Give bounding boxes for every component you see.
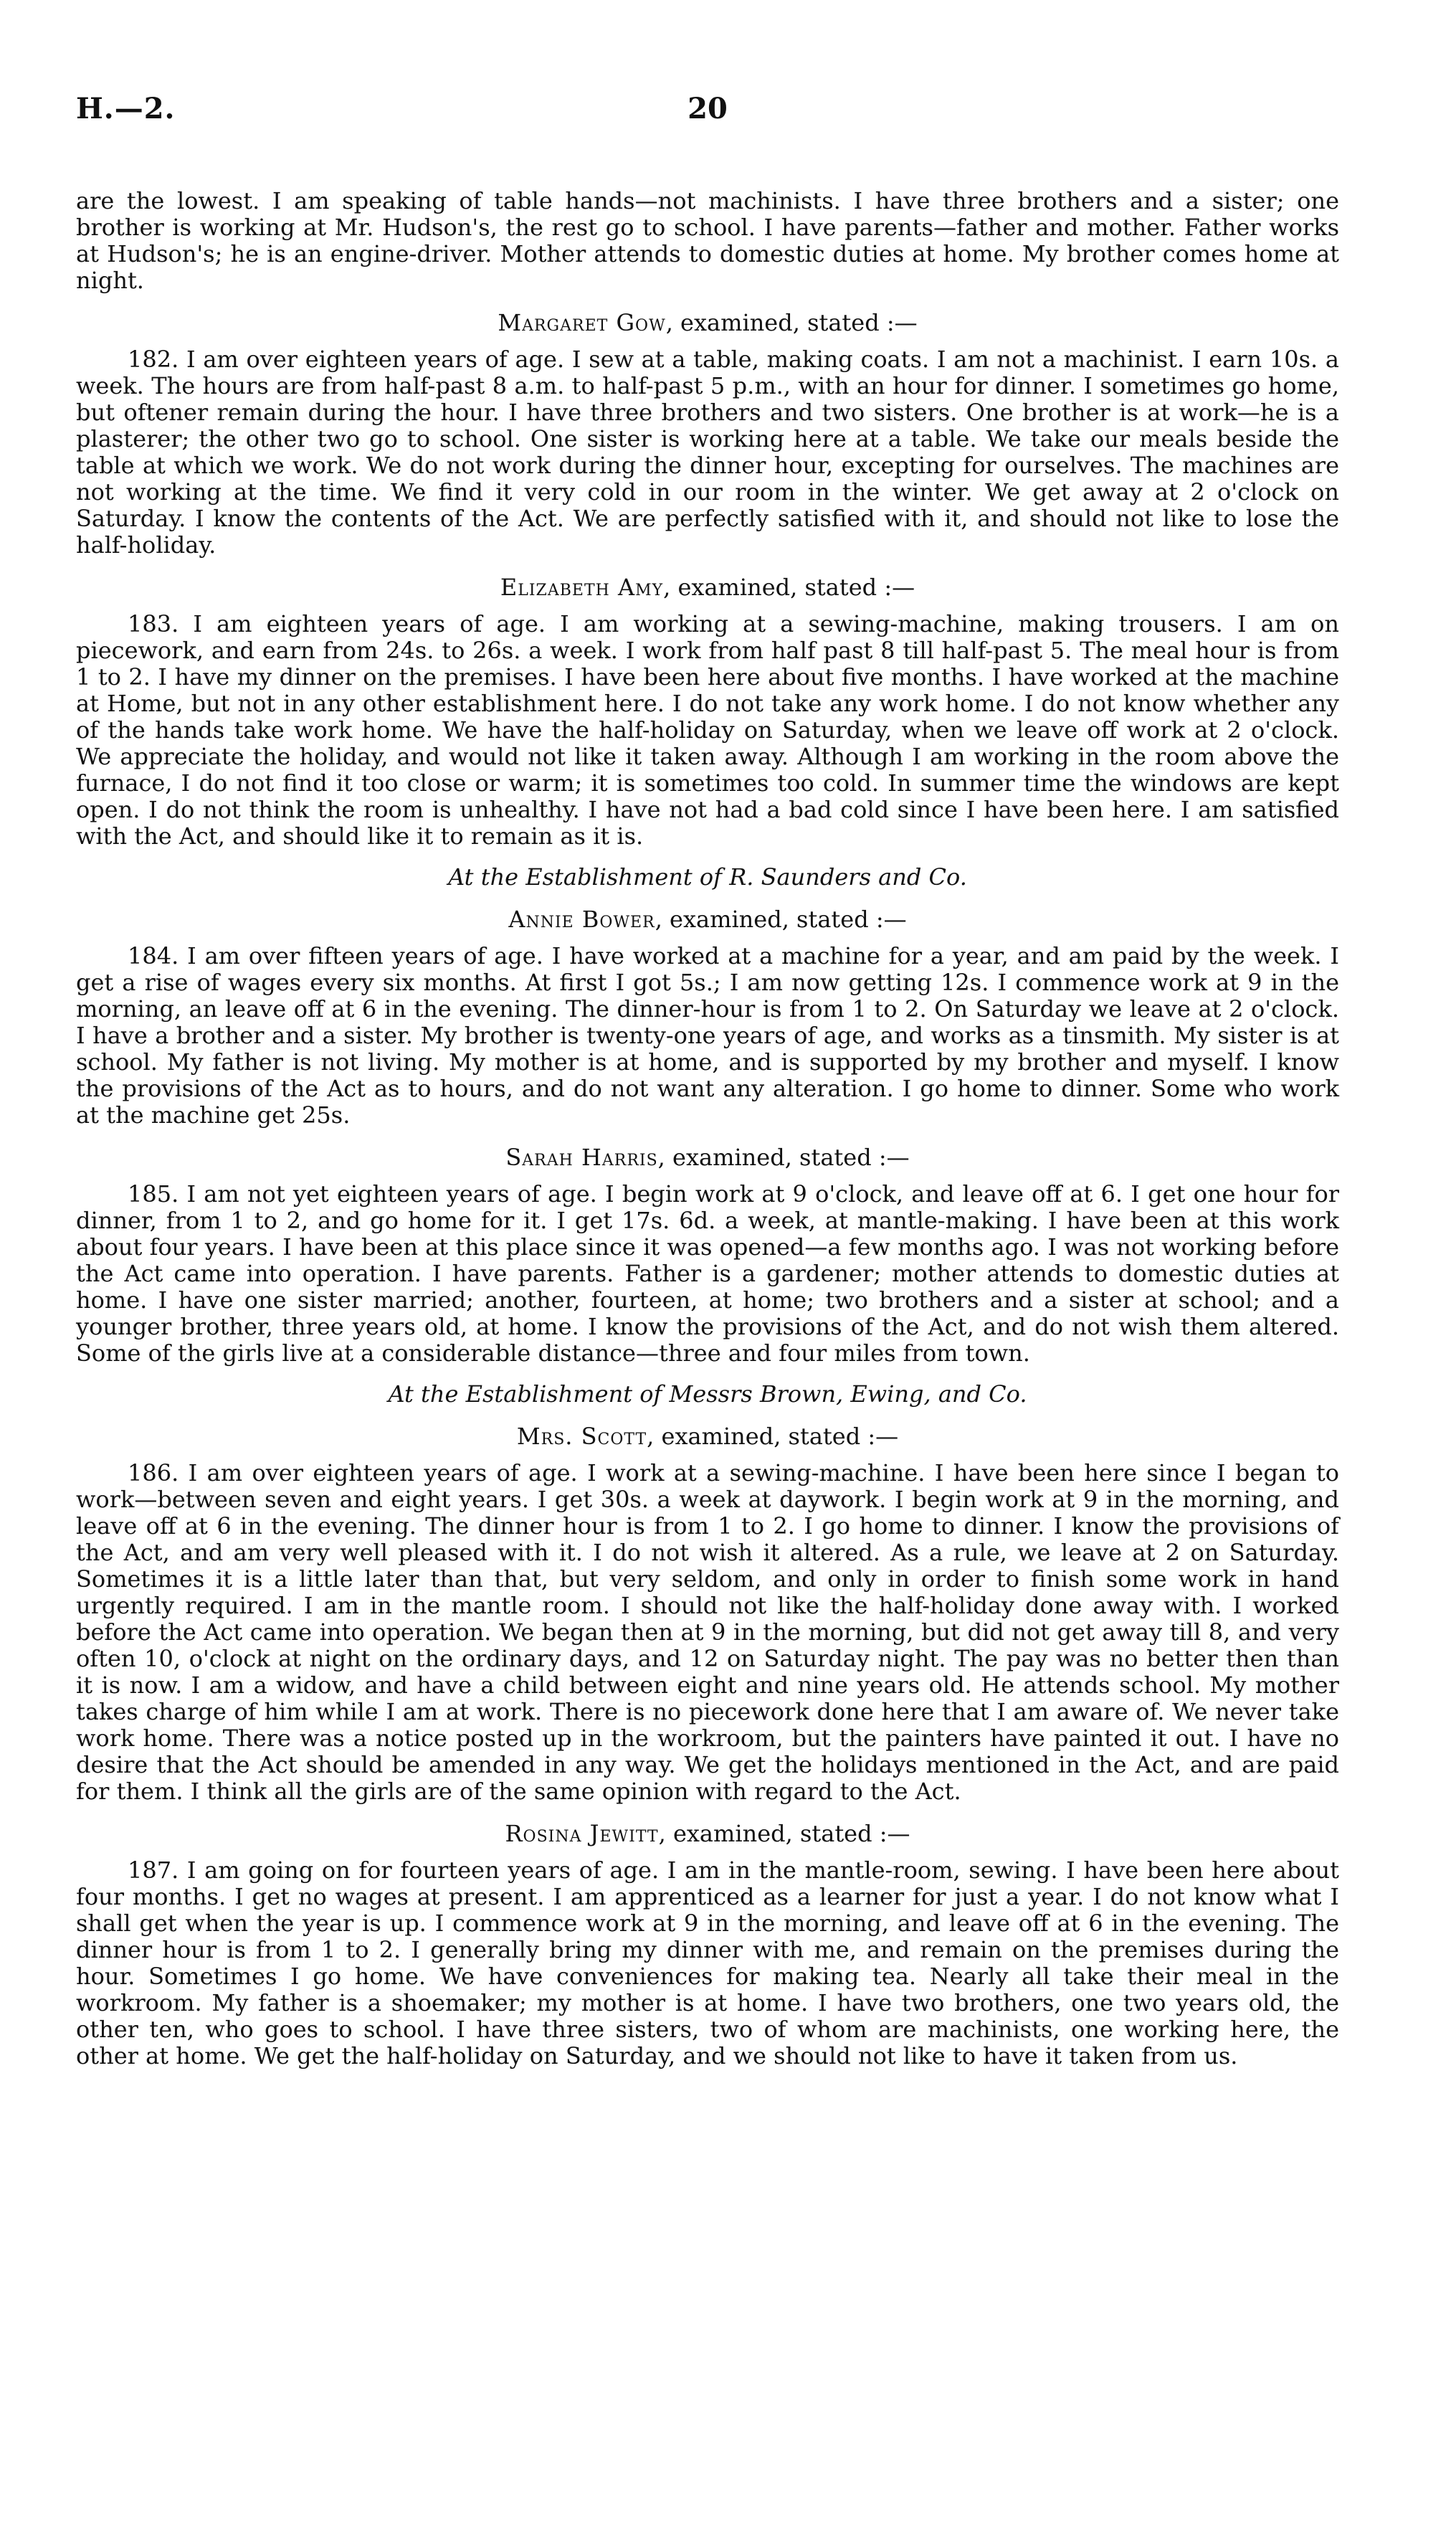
page-header xyxy=(76,92,1339,143)
witness-heading xyxy=(76,1423,1339,1450)
witness-name: Mrs. Scott xyxy=(516,1423,647,1450)
witness-name: Annie Bower xyxy=(508,906,655,933)
document-page xyxy=(76,92,1339,2081)
intro-block xyxy=(76,188,1339,294)
witness-name: Rosina Jewitt xyxy=(505,1820,659,1847)
testimony-paragraph: 183. I am eighteen years of age. I am working at a sewing-machine, making trousers. I am on piecework, and earn from 24s. to 26s. a week. I work from half past 8 till half-past 5. The meal hour is from 1 to 2. I have my dinner on the premises. I have been here about five months. I have worked at the machine at Home, but not in any other establishment here. I do not take any work home. I do not know whether any of the hands take work home. We have the half-holiday on Saturday, when we leave off work at 2 o'clock. We appreciate the holiday, and would not like it taken away. Although I am working in the room above the furnace, I do not find it too close or warm; it is sometimes too cold. In summer time the windows are kept open. I do not think the room is unhealthy. I have not had a bad cold since I have been here. I am satisfied with the Act, and should like it to remain as it is. xyxy=(76,610,1339,850)
witness-name: Elizabeth Amy xyxy=(500,574,664,601)
witness-suffix: , examined, stated :— xyxy=(655,906,907,933)
testimony-paragraph: 185. I am not yet eighteen years of age. I begin work at 9 o'clock, and leave off at 6. I get one hour for dinner, from 1 to 2, and go home for it. I get 17s. 6d. a week, at mantle-making. I have been at this work about four years. I have been at this place since it was opened—a few months ago. I was not working before the Act came into operation. I have parents. Father is a gardener; mother attends to domestic duties at home. I have one sister married; another, fourteen, at home; two brothers and a sister at school; and a younger brother, three years old, at home. I know the provisions of the Act, and do not wish them altered. Some of the girls live at a considerable distance—three and four miles from town. xyxy=(76,1180,1339,1367)
witness-name: Sarah Harris xyxy=(505,1144,658,1171)
document-code: H.—2. xyxy=(76,92,176,125)
testimony-paragraph: 184. I am over fifteen years of age. I have worked at a machine for a year, and am paid by the week. I get a rise of wages every six months. At first I got 5s.; I am now getting 12s. I commence work at 9 in the morning, an leave off at 6 in the evening. The dinner-hour is from 1 to 2. On Saturday we leave at 2 o'clock. I have a brother and a sister. My brother is twenty-one years of age, and works as a tinsmith. My sister is at school. My father is not living. My mother is at home, and is supported by my brother and myself. I know the provisions of the Act as to hours, and do not want any alteration. I go home to dinner. Some who work at the machine get 25s. xyxy=(76,942,1339,1129)
testimony-block xyxy=(76,346,1339,559)
page-number: 20 xyxy=(687,92,728,125)
witness-suffix: , examined, stated :— xyxy=(647,1423,899,1450)
testimony-paragraph: 187. I am going on for fourteen years of age. I am in the mantle-room, sewing. I have been here about four months. I get no wages at present. I am apprenticed as a learner for just a year. I do not know what I shall get when the year is up. I commence work at 9 in the morning, and leave off at 6 in the evening. The dinner hour is from 1 to 2. I generally bring my dinner with me, and remain on the premises during the hour. Sometimes I go home. We have conveniences for making tea. Nearly all take their meal in the workroom. My father is a shoemaker; my mother is at home. I have two brothers, one two years old, the other ten, who goes to school. I have three sisters, two of whom are machinists, one working here, the other at home. We get the half-holiday on Saturday, and we should not like to have it taken from us. xyxy=(76,1857,1339,2069)
witness-heading xyxy=(76,1821,1339,1847)
witness-heading xyxy=(76,1144,1339,1171)
testimony-block xyxy=(76,1460,1339,1805)
section-heading-saunders: At the Establishment of R. Saunders and Co. xyxy=(448,863,967,891)
witness-suffix: , examined, stated :— xyxy=(657,1144,910,1171)
intro-paragraph: are the lowest. I am speaking of table hands—not machinists. I have three brothers and a sister; one brother is working at Mr. Hudson's, the rest go to school. I have parents—father and mother. Father works at Hudson's; he is an engine-driver. Mother attends to domestic duties at home. My brother comes home at night. xyxy=(76,187,1339,294)
witness-suffix: , examined, stated :— xyxy=(658,1820,910,1847)
witness-heading xyxy=(76,906,1339,933)
testimony-block xyxy=(76,611,1339,850)
testimony-block xyxy=(76,943,1339,1129)
witness-suffix: , examined, stated :— xyxy=(665,309,918,336)
witness-name: Margaret Gow xyxy=(498,309,666,336)
testimony-paragraph: 182. I am over eighteen years of age. I sew at a table, making coats. I am not a machinist. I earn 10s. a week. The hours are from half-past 8 a.m. to half-past 5 p.m., with an hour for dinner. I sometimes go home, but oftener remain during the hour. I have three brothers and two sisters. One brother is at work—he is a plasterer; the other two go to school. One sister is working here at a table. We take our meals beside the table at which we work. We do not work during the dinner hour, excepting for ourselves. The machines are not working at the time. We find it very cold in our room in the winter. We get away at 2 o'clock on Saturday. I know the contents of the Act. We are perfectly satisfied with it, and should not like to lose the half-holiday. xyxy=(76,346,1339,559)
section-heading-brown-ewing: At the Establishment of Messrs Brown, Ewing, and Co. xyxy=(388,1380,1027,1408)
witness-heading xyxy=(76,310,1339,336)
witness-suffix: , examined, stated :— xyxy=(663,574,915,601)
testimony-paragraph: 186. I am over eighteen years of age. I work at a sewing-machine. I have been here since I began to work—between seven and eight years. I get 30s. a week at daywork. I begin work at 9 in the morning, and leave off at 6 in the evening. The dinner hour is from 1 to 2. I go home to dinner. I know the provisions of the Act, and am very well pleased with it. I do not wish it altered. As a rule, we leave at 2 on Saturday. Sometimes it is a little later than that, but very seldom, and only in order to finish some work in hand urgently required. I am in the mantle room. I should not like the half-holiday done away with. I worked before the Act came into operation. We began then at 9 in the morning, but did not get away till 8, and very often 10, o'clock at night on the ordinary days, and 12 on Saturday night. The pay was no better then than it is now. I am a widow, and have a child between eight and nine years old. He attends school. My mother takes charge of him while I am at work. There is no piecework done here that I am aware of. We never take work home. There was a notice posted up in the workroom, but the painters have painted it out. I have no desire that the Act should be amended in any way. We get the holidays mentioned in the Act, and are paid for them. I think all the girls are of the same opinion with regard to the Act. xyxy=(76,1459,1339,1805)
testimony-block xyxy=(76,1181,1339,1367)
testimony-block xyxy=(76,1857,1339,2069)
witness-heading xyxy=(76,574,1339,601)
